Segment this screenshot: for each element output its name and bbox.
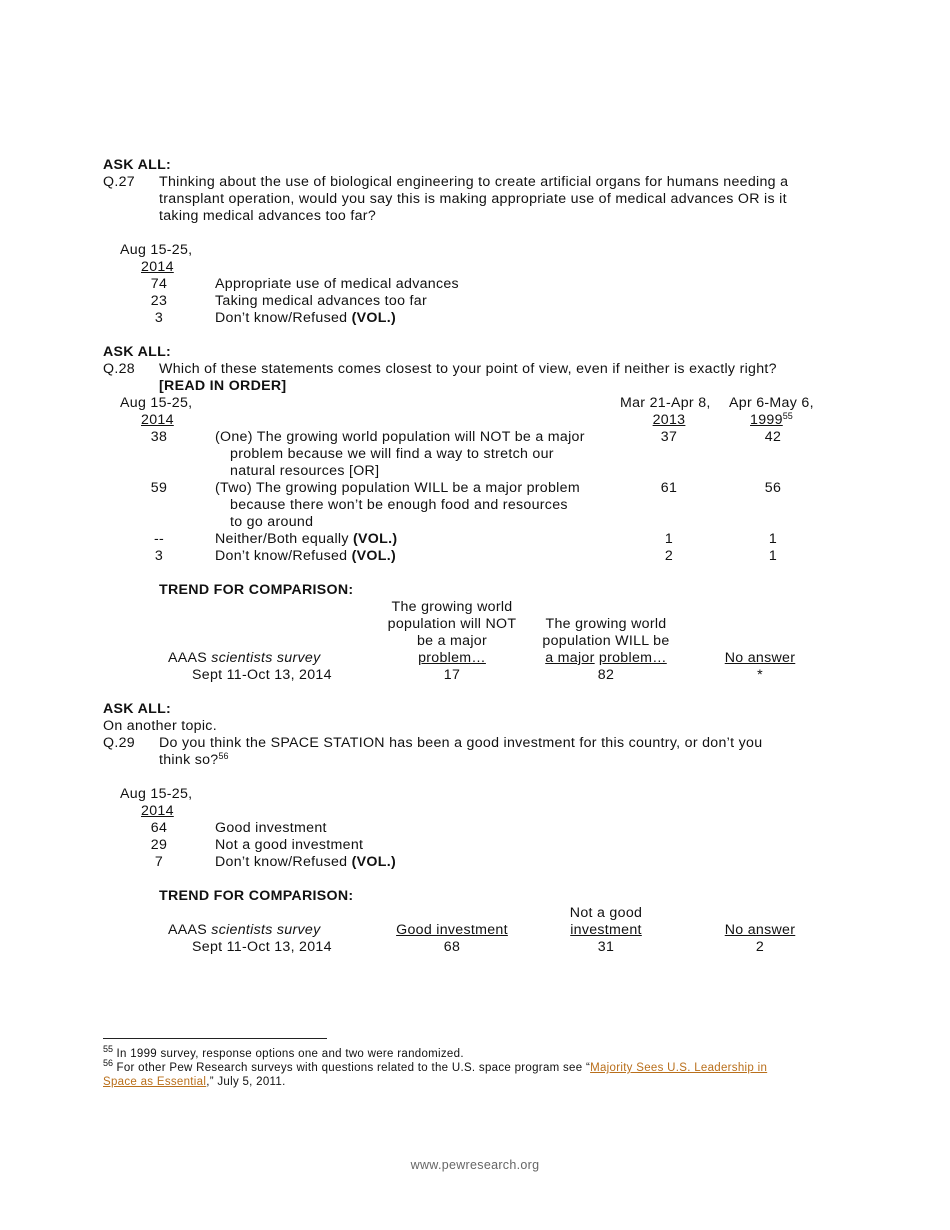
trend-survey-name: AAAS scientists survey (168, 650, 321, 666)
result-value-2013: 37 (660, 429, 678, 445)
result-value-1999: 1 (768, 548, 778, 564)
option-two-line3: to go around (230, 514, 314, 530)
trend-header-not-major-line1: The growing world (391, 599, 513, 615)
ask-all-label-q27: ASK ALL: (103, 157, 172, 173)
footnote-ref-55[interactable]: 55 (782, 411, 793, 421)
option-neither: Neither/Both equally (VOL.) (215, 531, 398, 547)
footnote-56-line2: Space as Essential,” July 5, 2011. (103, 1076, 286, 1088)
result-value-2013: 61 (660, 480, 678, 496)
option-one-line2: problem because we will find a way to stretch our (230, 446, 554, 462)
result-value: 3 (154, 310, 164, 326)
column-header-year: 2014 (141, 412, 174, 428)
footnote-divider (103, 1038, 327, 1039)
trend-value: 17 (443, 667, 461, 683)
result-value: 64 (150, 820, 168, 836)
question-text-q27-line1: Thinking about the use of biological engineering to create artificial organs for humans needing a (159, 174, 789, 190)
result-value-2013: 2 (664, 548, 674, 564)
trend-comparison-title: TREND FOR COMPARISON: (159, 582, 354, 598)
trend-value: * (757, 667, 763, 683)
ask-all-label-q28: ASK ALL: (103, 344, 172, 360)
trend-survey-date: Sept 11-Oct 13, 2014 (192, 667, 332, 683)
question-text-q29-line2: think so?$^{56}$ (159, 751, 229, 768)
trend-header-major-line1: The growing world (545, 616, 667, 632)
footer-url[interactable]: www.pewresearch.org (410, 1158, 540, 1172)
column-header-date: Aug 15-25, (120, 242, 193, 258)
column-header-year: 2014 (141, 259, 174, 275)
result-value: 29 (150, 837, 168, 853)
result-value: 7 (154, 854, 164, 870)
footnote-55: $^{55}$ In 1999 survey, response options one and two were randomized. (103, 1044, 464, 1060)
vol-marker: (VOL.) (351, 854, 396, 870)
trend-comparison-title: TREND FOR COMPARISON: (159, 888, 354, 904)
trend-header-no-answer: No answer (724, 650, 796, 666)
report-link[interactable]: Majority Sees U.S. Leadership in (590, 1062, 768, 1074)
trend-header-not-major-line3: be a major (416, 633, 488, 649)
trend-value: 2 (755, 939, 765, 955)
option-one-line3: natural resources [OR] (230, 463, 380, 479)
trend-header-not-major-line2: population will NOT (387, 616, 517, 632)
column-header-2013-date: Mar 21-Apr 8, (620, 395, 711, 411)
column-header-date: Aug 15-25, (120, 786, 193, 802)
footnote-ref-56[interactable]: 56 (218, 751, 229, 761)
trend-value: 82 (597, 667, 615, 683)
vol-marker: (VOL.) (353, 531, 398, 547)
option-one-line1: (One) The growing world population will NOT be a major (215, 429, 585, 445)
column-header-1999-date: Apr 6-May 6, (729, 395, 814, 411)
result-value: 23 (150, 293, 168, 309)
trend-value: 31 (597, 939, 615, 955)
column-header-2013-year: 2013 (652, 412, 686, 428)
result-value: 38 (150, 429, 168, 445)
trend-survey-name: AAAS scientists survey (168, 922, 321, 938)
trend-header-major-line2: population WILL be (542, 633, 670, 649)
question-number-q27: Q.27 (103, 174, 135, 190)
report-link-continued[interactable]: Space as Essential (103, 1076, 207, 1088)
question-text-q28: Which of these statements comes closest to your point of view, even if neither is exactly right? (159, 361, 777, 377)
result-label: Taking medical advances too far (215, 293, 427, 309)
question-number-q28: Q.28 (103, 361, 135, 377)
result-value: -- (153, 531, 165, 547)
column-header-year: 2014 (141, 803, 174, 819)
question-text-q27-line2: transplant operation, would you say this is making appropriate use of medical advances OR is it (159, 191, 787, 207)
result-value: 59 (150, 480, 168, 496)
question-text-q29-line1: Do you think the SPACE STATION has been a good investment for this country, or don’t you (159, 735, 763, 751)
result-value-2013: 1 (664, 531, 674, 547)
result-label: Not a good investment (215, 837, 364, 853)
option-dont-know: Don’t know/Refused (VOL.) (215, 548, 396, 564)
ask-all-label-q29: ASK ALL: (103, 701, 172, 717)
trend-header-not-major-line4: problem… (418, 650, 486, 666)
question-number-q29: Q.29 (103, 735, 135, 751)
vol-marker: (VOL.) (351, 548, 396, 564)
footnote-56-line1: $^{56}$ For other Pew Research surveys with questions related to the U.S. space program see “Majority Sees U.S. Leadership in (103, 1058, 768, 1074)
question-text-q27-line3: taking medical advances too far? (159, 208, 377, 224)
column-header-1999-year: 1999$^{55}$ (750, 411, 793, 428)
read-in-order-instruction: [READ IN ORDER] (159, 378, 287, 394)
result-value-1999: 1 (768, 531, 778, 547)
result-label: Don’t know/Refused (VOL.) (215, 310, 396, 326)
result-value: 74 (150, 276, 168, 292)
trend-value: 68 (443, 939, 461, 955)
option-two-line1: (Two) The growing population WILL be a major problem (215, 480, 580, 496)
result-label: Good investment (215, 820, 327, 836)
trend-header-not-good-line1: Not a good (569, 905, 643, 921)
result-label: Don’t know/Refused (VOL.) (215, 854, 396, 870)
option-two-line2: because there won’t be enough food and resources (230, 497, 568, 513)
result-label: Appropriate use of medical advances (215, 276, 459, 292)
vol-marker: (VOL.) (351, 310, 396, 326)
trend-header-major-line3: a major problem… (545, 650, 667, 666)
result-value-1999: 42 (764, 429, 782, 445)
trend-header-good-investment: Good investment (396, 922, 508, 938)
result-value: 3 (154, 548, 164, 564)
trend-header-not-good-line2: investment (570, 922, 642, 938)
trend-survey-date: Sept 11-Oct 13, 2014 (192, 939, 332, 955)
trend-header-no-answer: No answer (724, 922, 796, 938)
topic-transition: On another topic. (103, 718, 217, 734)
column-header-date: Aug 15-25, (120, 395, 193, 411)
result-value-1999: 56 (764, 480, 782, 496)
